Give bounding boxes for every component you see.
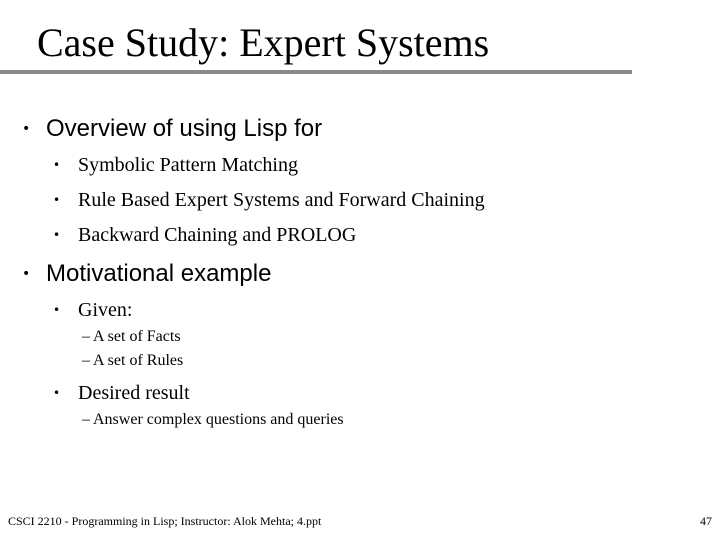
bullet-text: Motivational example — [46, 260, 272, 287]
detail-set-of-rules — [82, 350, 183, 372]
bullet-overview — [22, 114, 322, 144]
sub-bullet-rule-based-expert-systems — [53, 187, 485, 213]
bullet-text: Overview of using Lisp for — [46, 115, 323, 142]
dash-icon: – — [82, 328, 90, 345]
detail-text: A set of Rules — [93, 352, 184, 369]
sub-bullet-symbolic-pattern-matching — [53, 152, 298, 178]
detail-set-of-facts — [82, 326, 181, 348]
bullet-dot-icon: • — [53, 193, 61, 207]
footer-page-number: 47 — [700, 514, 712, 528]
sub-bullet-backward-chaining — [53, 222, 356, 248]
dash-icon: – — [82, 411, 90, 428]
dash-icon: – — [82, 352, 90, 369]
bullet-motivational-example — [22, 259, 271, 289]
detail-answer-complex-questions — [82, 409, 344, 431]
bullet-dot-icon: • — [53, 158, 61, 172]
sub-bullet-desired-result — [53, 380, 190, 406]
bullet-dot-icon: • — [53, 228, 61, 242]
detail-text: Answer complex questions and queries — [93, 411, 344, 428]
bullet-dot-icon: • — [53, 303, 61, 317]
slide-title: Case Study: Expert Systems — [37, 20, 490, 65]
sub-bullet-text: Desired result — [78, 381, 190, 404]
sub-bullet-text: Symbolic Pattern Matching — [78, 153, 298, 176]
bullet-dot-icon: • — [22, 121, 31, 137]
sub-bullet-text: Rule Based Expert Systems and Forward Chaining — [78, 188, 485, 211]
sub-bullet-given — [53, 297, 132, 323]
detail-text: A set of Facts — [93, 328, 181, 345]
sub-bullet-text: Given: — [78, 298, 133, 321]
title-underline — [0, 70, 632, 74]
sub-bullet-text: Backward Chaining and PROLOG — [78, 223, 357, 246]
footer-course-info: CSCI 2210 - Programming in Lisp; Instructor: Alok Mehta; 4.ppt — [8, 514, 322, 528]
bullet-dot-icon: • — [22, 266, 31, 282]
bullet-dot-icon: • — [53, 386, 61, 400]
